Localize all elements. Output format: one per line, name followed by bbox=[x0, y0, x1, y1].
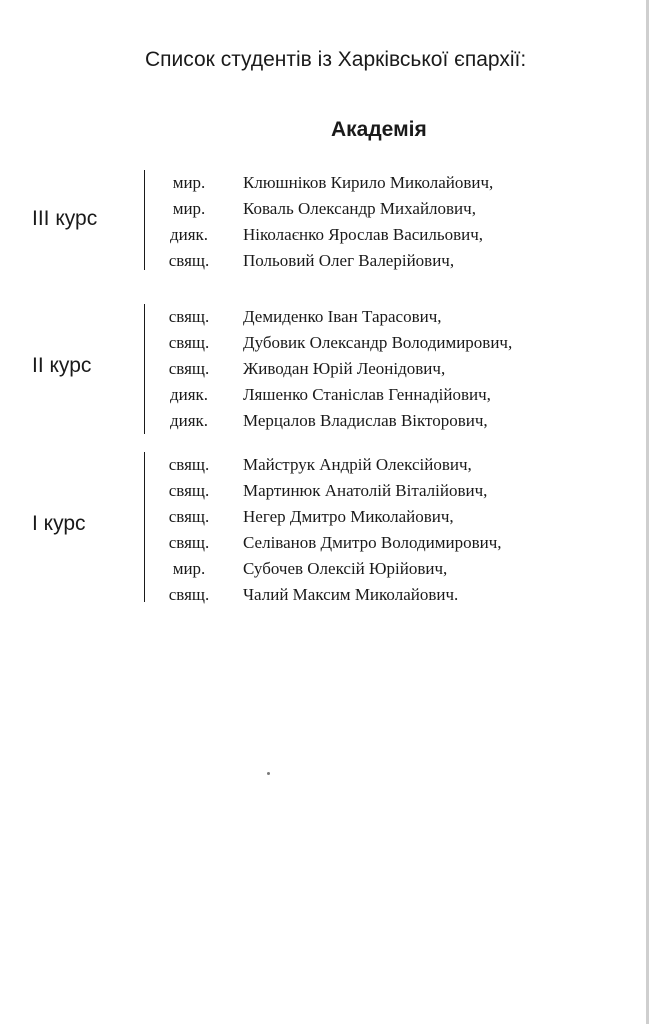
student-row bbox=[0, 556, 649, 582]
student-name: Мерцалов Владислав Вікторович, bbox=[243, 411, 488, 430]
course-label: I курс bbox=[32, 512, 86, 535]
student-name: Клюшніков Кирило Миколайович, bbox=[243, 173, 494, 192]
student-row bbox=[0, 504, 649, 530]
student-title: свящ. bbox=[168, 481, 210, 500]
student-row bbox=[0, 330, 649, 356]
student-title: дияк. bbox=[169, 225, 209, 244]
student-row bbox=[0, 356, 649, 382]
student-title: свящ. bbox=[168, 333, 210, 352]
student-name: Коваль Олександр Михайлович, bbox=[243, 199, 476, 218]
student-name: Ляшенко Станіслав Геннадійович, bbox=[243, 385, 491, 404]
student-row bbox=[0, 170, 649, 196]
student-title: свящ. bbox=[168, 507, 210, 526]
student-row bbox=[0, 222, 649, 248]
student-name: Мартинюк Анатолій Віталійович, bbox=[243, 481, 488, 500]
student-name: Польовий Олег Валерійович, bbox=[243, 251, 455, 270]
student-name: Демиденко Іван Тарасович, bbox=[243, 307, 442, 326]
student-name: Живодан Юрій Леонідович, bbox=[243, 359, 446, 378]
student-title: свящ. bbox=[168, 455, 210, 474]
section-title: Академія bbox=[331, 118, 427, 141]
student-title: свящ. bbox=[168, 307, 210, 326]
student-title: свящ. bbox=[168, 533, 210, 552]
document-title: Список студентів із Харківської єпархії: bbox=[145, 48, 527, 71]
course-label: II курс bbox=[32, 354, 92, 377]
student-row bbox=[0, 530, 649, 556]
student-row bbox=[0, 248, 649, 274]
student-title: свящ. bbox=[168, 359, 210, 378]
student-name: Майструк Андрій Олексійович, bbox=[243, 455, 472, 474]
student-name: Селіванов Дмитро Володимирович, bbox=[243, 533, 502, 552]
student-name: Чалий Максим Миколайович. bbox=[243, 585, 459, 604]
student-title: дияк. bbox=[169, 385, 209, 404]
student-title: свящ. bbox=[168, 251, 210, 270]
student-row bbox=[0, 382, 649, 408]
student-row bbox=[0, 304, 649, 330]
student-row bbox=[0, 408, 649, 434]
student-row bbox=[0, 478, 649, 504]
student-title: свящ. bbox=[168, 585, 210, 604]
student-title: дияк. bbox=[169, 411, 209, 430]
scan-speck bbox=[267, 772, 270, 775]
student-title: мир. bbox=[172, 173, 206, 192]
student-name: Дубовик Олександр Володимирович, bbox=[243, 333, 513, 352]
student-row bbox=[0, 582, 649, 608]
student-title: мир. bbox=[172, 559, 206, 578]
student-title: мир. bbox=[172, 199, 206, 218]
student-name: Негер Дмитро Миколайович, bbox=[243, 507, 454, 526]
course-label: III курс bbox=[32, 207, 98, 230]
student-row bbox=[0, 452, 649, 478]
student-row bbox=[0, 196, 649, 222]
student-name: Субочев Олексій Юрійович, bbox=[243, 559, 448, 578]
student-name: Ніколаєнко Ярослав Васильович, bbox=[243, 225, 484, 244]
